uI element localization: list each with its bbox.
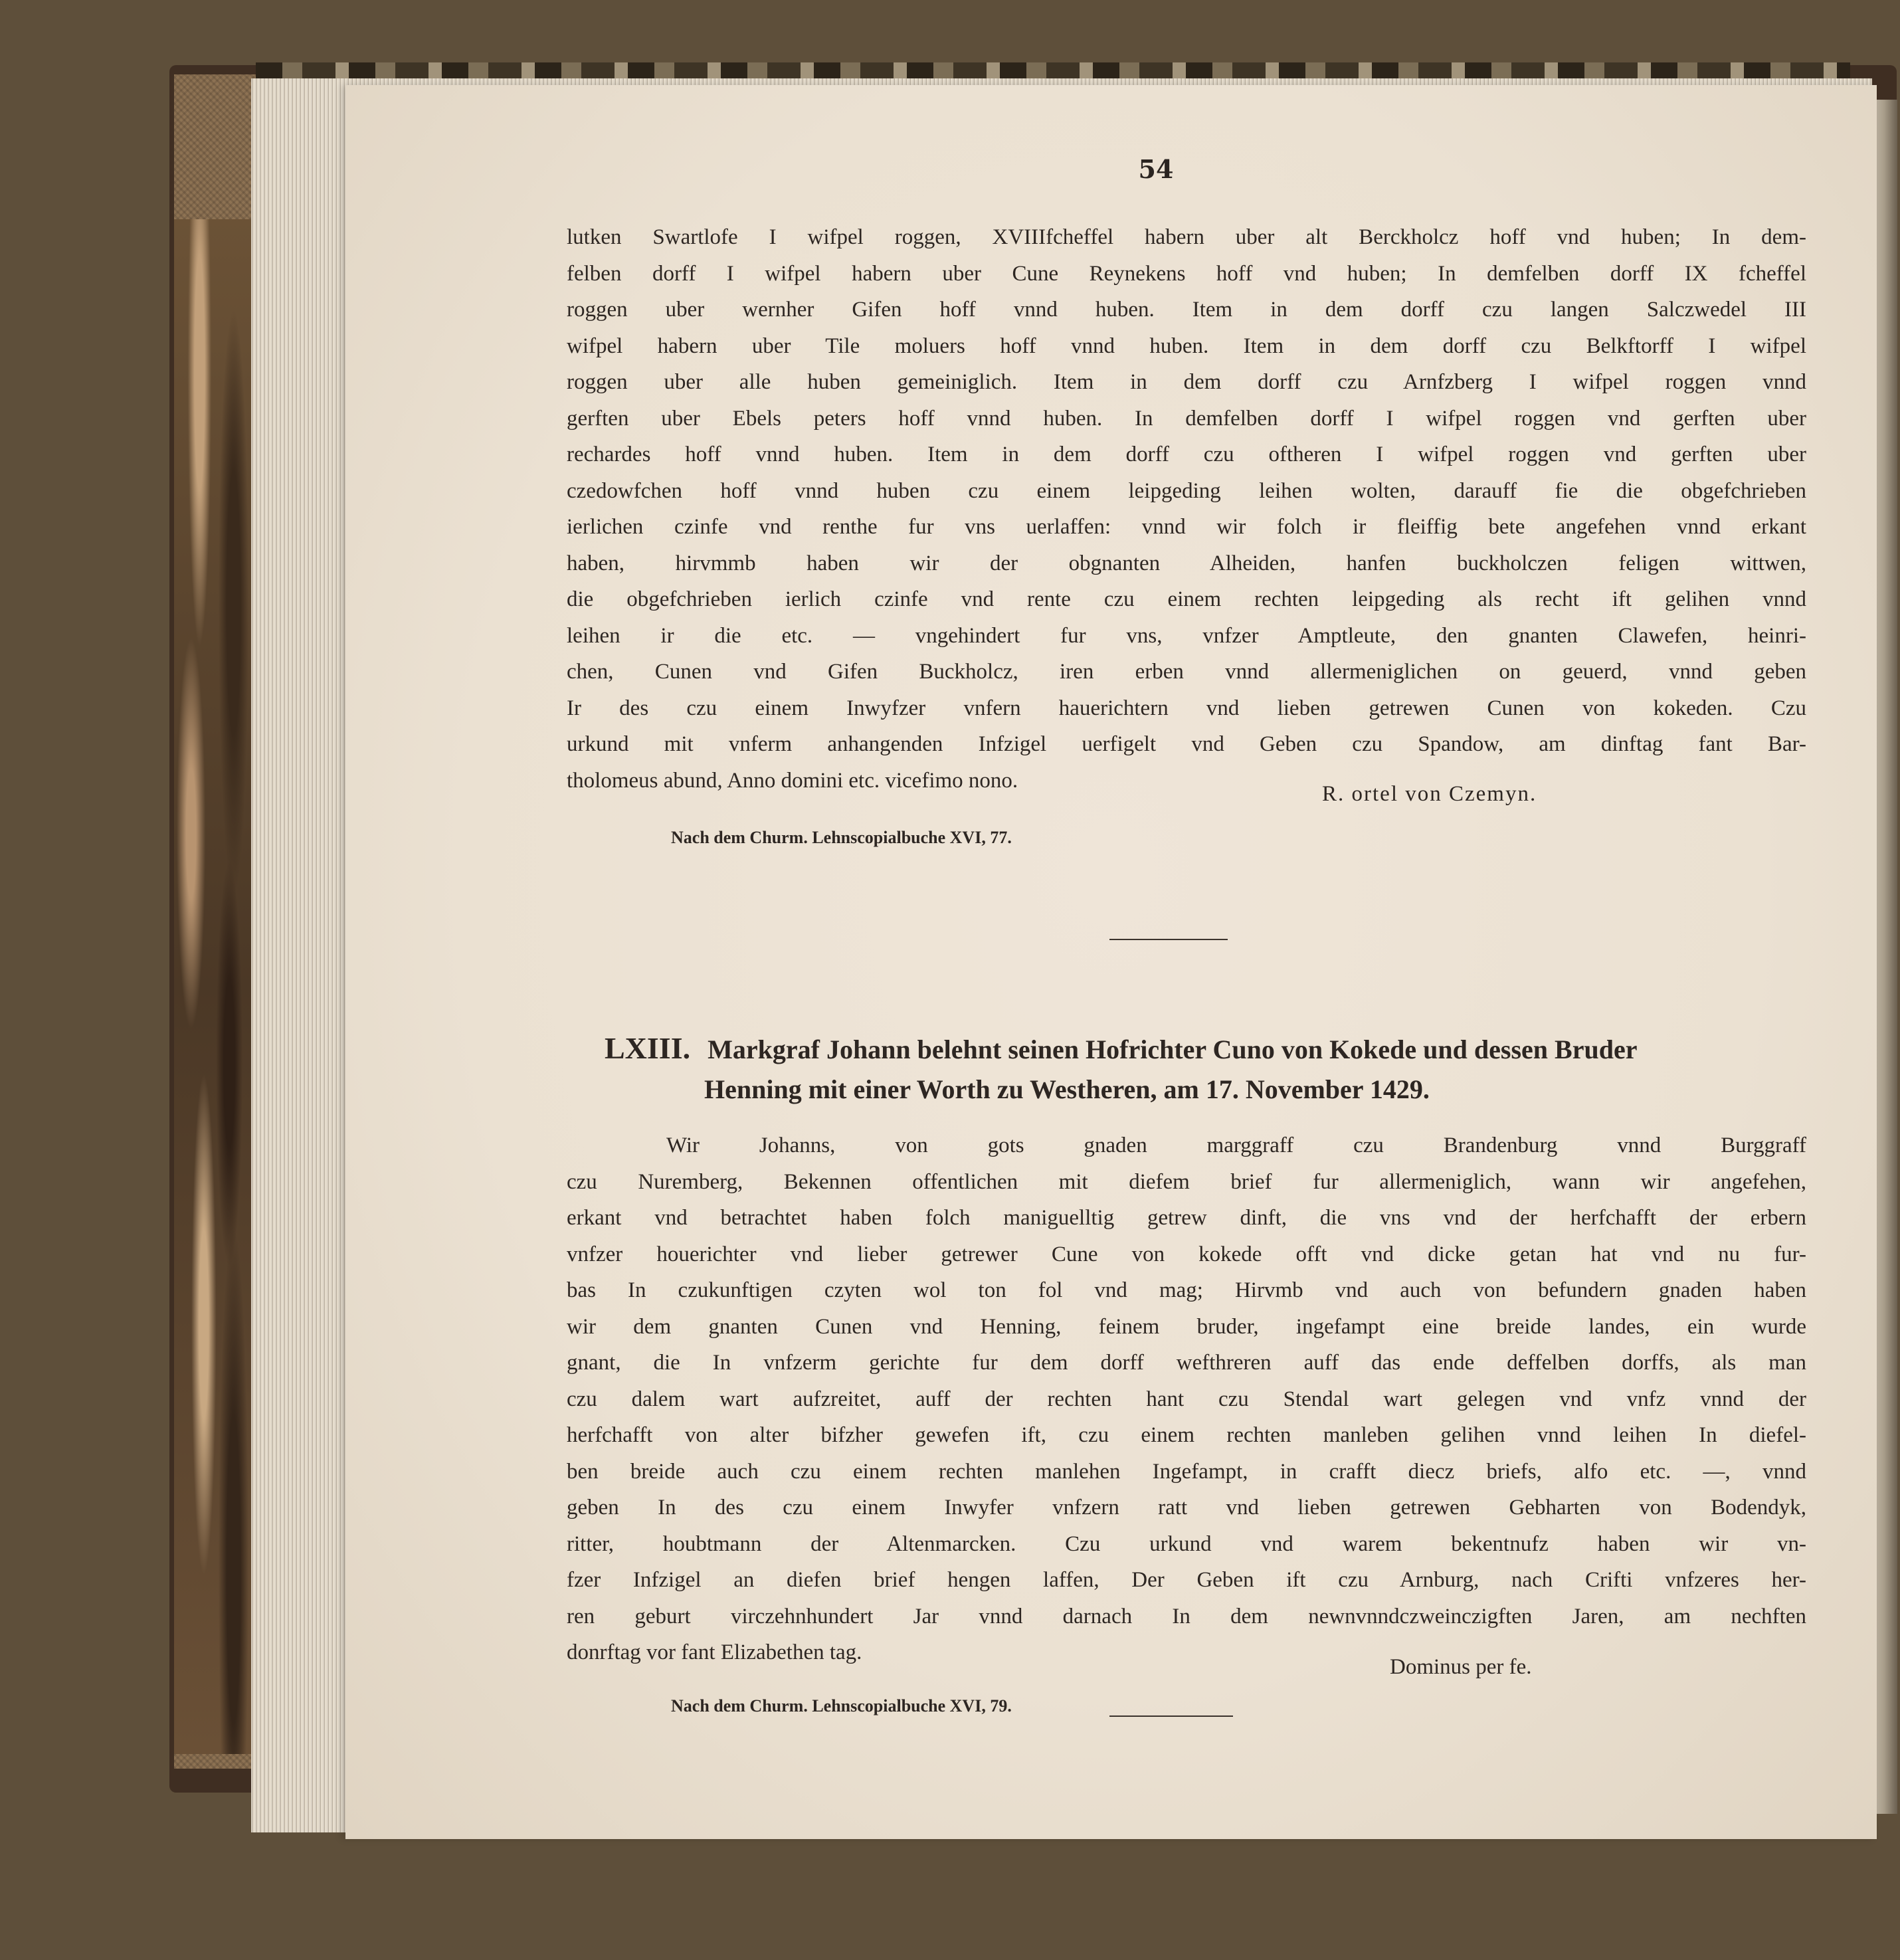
text-line: die obgefchrieben ierlich czinfe vnd rente czu einem rechten leipgeding als recht ift gelihen vnnd [567, 587, 1806, 611]
section1-signature: R. ortel von Czemyn. [1322, 782, 1537, 806]
text-line: lutken Swartlofe I wifpel roggen, XVIIIfcheffel habern uber alt Berckholcz hoff vnd huben; In dem- [567, 225, 1806, 249]
text-line: czu dalem wart aufzreitet, auff der rechten hant czu Stendal wart gelegen vnd vnfz vnnd der [567, 1387, 1806, 1411]
text-line: wifpel habern uber Tile moluers hoff vnnd huben. Item in dem dorff czu Belkftorff I wifpel [567, 334, 1806, 358]
section1-source: Nach dem Churm. Lehnscopialbuche XVI, 77. [671, 828, 1012, 847]
section-divider [1109, 939, 1228, 940]
end-divider [1109, 1715, 1233, 1717]
text-line: ierlichen czinfe vnd renthe fur vns uerlaffen: vnnd wir folch ir fleiffig bete angefehen vnnd erkant [567, 515, 1806, 539]
text-line: bas In czukunftigen czyten wol ton fol vnd mag; Hirvmb vnd auch von befundern gnaden haben [567, 1278, 1806, 1302]
text-line: leihen ir die etc. — vngehindert fur vns, vnfzer Amptleute, den gnanten Clawefen, heinri- [567, 623, 1806, 648]
text-line: chen, Cunen vnd Gifen Buckholcz, iren erben vnnd allermeniglichen on geuerd, vnnd geben [567, 660, 1806, 684]
text-line: roggen uber wernher Gifen hoff vnnd huben. Item in dem dorff czu langen Salczwedel III [567, 298, 1806, 322]
text-line: vnfzer houerichter vnd lieber getrewer Cune von kokede offt vnd dicke getan hat vnd nu fur- [567, 1242, 1806, 1266]
text-line: czedowfchen hoff vnnd huben czu einem leipgeding leihen wolten, darauff fie die obgefchrieben [567, 478, 1806, 503]
text-line: felben dorff I wifpel habern uber Cune Reynekens hoff vnd huben; In demfelben dorff IX fcheffel [567, 261, 1806, 286]
text-line: herfchafft von alter bifzher gewefen ift, czu einem rechten manleben gelihen vnnd leihen In diefel- [567, 1423, 1806, 1447]
section2-heading [605, 1029, 1807, 1110]
text-line: fzer Infzigel an diefen brief hengen laffen, Der Geben ift czu Arnburg, nach Crifti vnfzeres her- [567, 1568, 1806, 1592]
text-line: geben In des czu einem Inwyfer vnfzern ratt vnd lieben getrewen Gebharten von Bodendyk, [567, 1496, 1806, 1519]
section2-heading-line2: Henning mit einer Worth zu Westheren, am 17. November 1429. [704, 1074, 1430, 1104]
section2-source: Nach dem Churm. Lehnscopialbuche XVI, 79. [671, 1696, 1012, 1715]
section2-heading-line1: Markgraf Johann belehnt seinen Hofrichter Cuno von Kokede und dessen Bruder [708, 1034, 1638, 1064]
text-line: rechardes hoff vnnd huben. Item in dem dorff czu oftheren I wifpel roggen vnd gerften uber [567, 442, 1806, 466]
marbled-endpaper [174, 219, 259, 1754]
text-line: roggen uber alle huben gemeiniglich. Item in dem dorff czu Arnfzberg I wifpel roggen vnnd [567, 370, 1806, 394]
text-line: erkant vnd betrachtet haben folch maniguelltig getrew dinft, die vns vnd der herfchafft der erbern [567, 1206, 1806, 1230]
text-line: haben, hirvmmb haben wir der obgnanten Alheiden, hanfen buckholczen feligen wittwen, [567, 551, 1806, 575]
text-line: ben breide auch czu einem rechten manlehen Ingefampt, in crafft diecz briefs, alfo etc. —, vnnd [567, 1459, 1806, 1484]
text-line: czu Nuremberg, Bekennen offentlichen mit diefem brief fur allermeniglich, wann wir angefehen, [567, 1169, 1806, 1194]
text-line: gerften uber Ebels peters hoff vnnd huben. In demfelben dorff I wifpel roggen vnd gerften uber [567, 406, 1806, 431]
text-line: Ir des czu einem Inwyfzer vnfern hauerichtern vnd lieben getrewen Cunen von kokeden. Czu [567, 696, 1806, 720]
text-line: urkund mit vnferm anhangenden Infzigel uerfigelt vnd Geben czu Spandow, am dinftag fant Bar- [567, 732, 1806, 756]
text-line: ritter, houbtmann der Altenmarcken. Czu urkund vnd warem bekentnufz haben wir vn- [567, 1531, 1806, 1556]
text-line: donrftag vor fant Elizabethen tag. [567, 1640, 862, 1664]
page-number: 54 [1138, 154, 1174, 184]
section1-body [567, 219, 1806, 799]
section2-body [567, 1127, 1806, 1671]
section2-signature: Dominus per fe. [1390, 1655, 1532, 1679]
text-line: Wir Johanns, von gots gnaden marggraff czu Brandenburg vnnd Burggraff [666, 1133, 1806, 1157]
section2-number: LXIII. [605, 1031, 691, 1065]
text-line: ren geburt virczehnhundert Jar vnnd darnach In dem newnvnndczweinczigften Jaren, am nechften [567, 1604, 1806, 1628]
text-line: gnant, die In vnfzerm gerichte fur dem dorff wefthreren auff das ende deffelben dorffs, als man [567, 1351, 1806, 1375]
text-line: wir dem gnanten Cunen vnd Henning, feinem bruder, ingefampt eine breide landes, ein wurde [567, 1314, 1806, 1339]
text-line: tholomeus abund, Anno domini etc. vicefimo nono. [567, 768, 1018, 793]
